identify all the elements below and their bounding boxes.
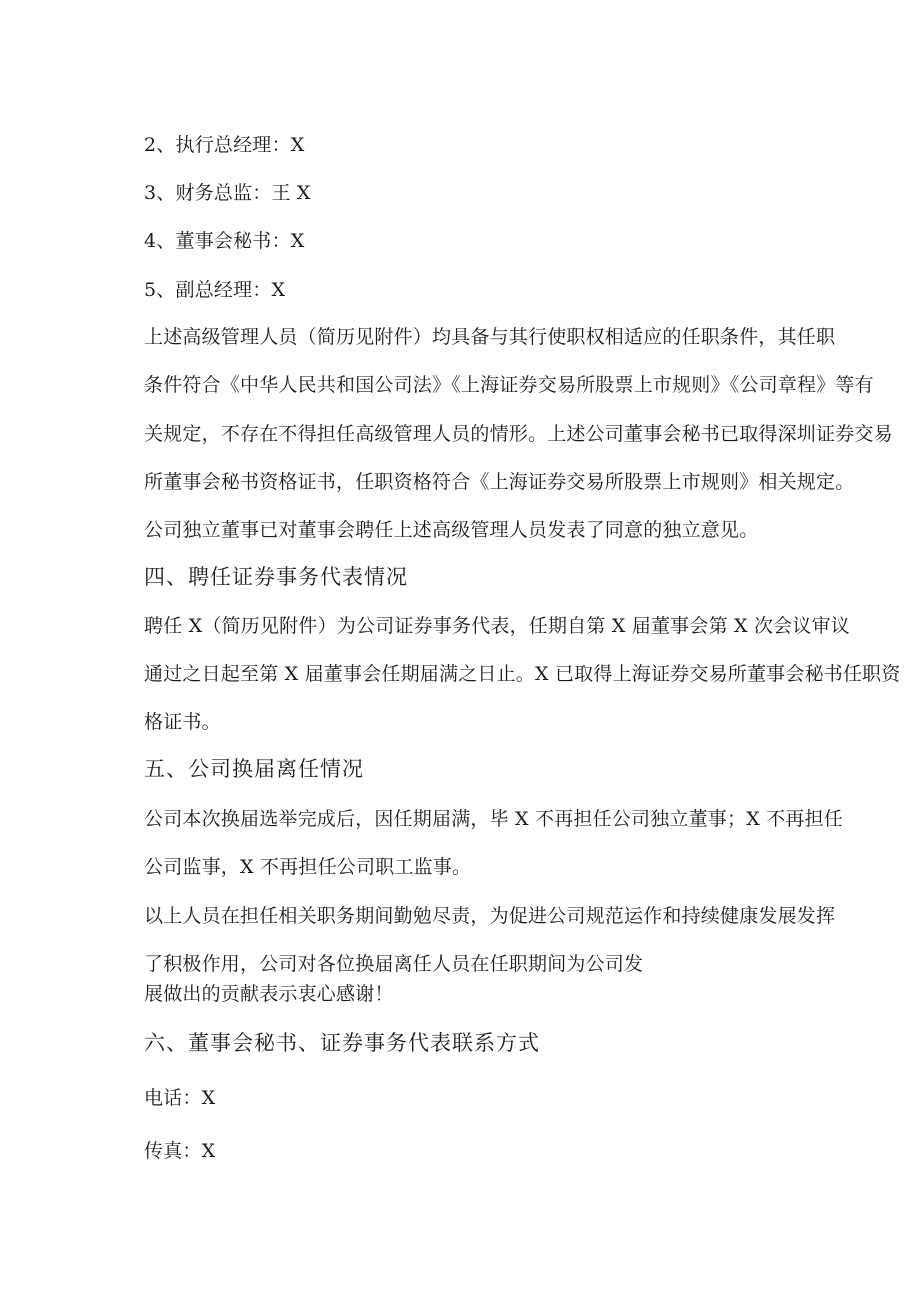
paragraph-line: 格证书。 bbox=[144, 711, 221, 733]
paragraph-line: 上述高级管理人员（简历见附件）均具备与其行使职权相适应的任职条件，其任职 bbox=[144, 326, 836, 348]
paragraph-line: 条件符合《中华人民共和国公司法》《上海证券交易所股票上市规则》《公司章程》等有 bbox=[144, 374, 874, 396]
paragraph-line: 聘任 X（简历见附件）为公司证券事务代表，任期自第 X 届董事会第 X 次会议审议 bbox=[144, 615, 850, 637]
officer-item: 2、执行总经理：X bbox=[144, 134, 305, 156]
paragraph-line: 公司监事，X 不再担任公司职工监事。 bbox=[144, 856, 472, 878]
section-heading: 五、公司换届离任情况 bbox=[144, 757, 364, 781]
officer-item: 4、董事会秘书：X bbox=[144, 230, 305, 252]
paragraph-line: 关规定，不存在不得担任高级管理人员的情形。上述公司董事会秘书已取得深圳证券交易 bbox=[144, 423, 893, 445]
officer-item: 3、财务总监：王 X bbox=[144, 182, 311, 204]
section-heading: 四、聘任证券事务代表情况 bbox=[144, 565, 408, 589]
paragraph-line: 了积极作用，公司对各位换届离任人员在任职期间为公司发 bbox=[144, 953, 644, 975]
paragraph-line: 公司本次换届选举完成后，因任期届满，毕 X 不再担任公司独立董事；X 不再担任 bbox=[144, 808, 843, 830]
contact-phone: 电话：X bbox=[144, 1087, 216, 1109]
section-heading: 六、董事会秘书、证券事务代表联系方式 bbox=[144, 1031, 540, 1055]
paragraph-line: 公司独立董事已对董事会聘任上述高级管理人员发表了同意的独立意见。 bbox=[144, 519, 759, 541]
paragraph-line: 以上人员在担任相关职务期间勤勉尽责，为促进公司规范运作和持续健康发展发挥 bbox=[144, 905, 836, 927]
contact-fax: 传真：X bbox=[144, 1140, 216, 1162]
paragraph-line: 通过之日起至第 X 届董事会任期届满之日止。X 已取得上海证券交易所董事会秘书任职资 bbox=[144, 663, 901, 685]
paragraph-line: 所董事会秘书资格证书，任职资格符合《上海证券交易所股票上市规则》相关规定。 bbox=[144, 471, 855, 493]
paragraph-line: 展做出的贡献表示衷心感谢！ bbox=[144, 983, 394, 1005]
officer-item: 5、副总经理：X bbox=[144, 279, 286, 301]
